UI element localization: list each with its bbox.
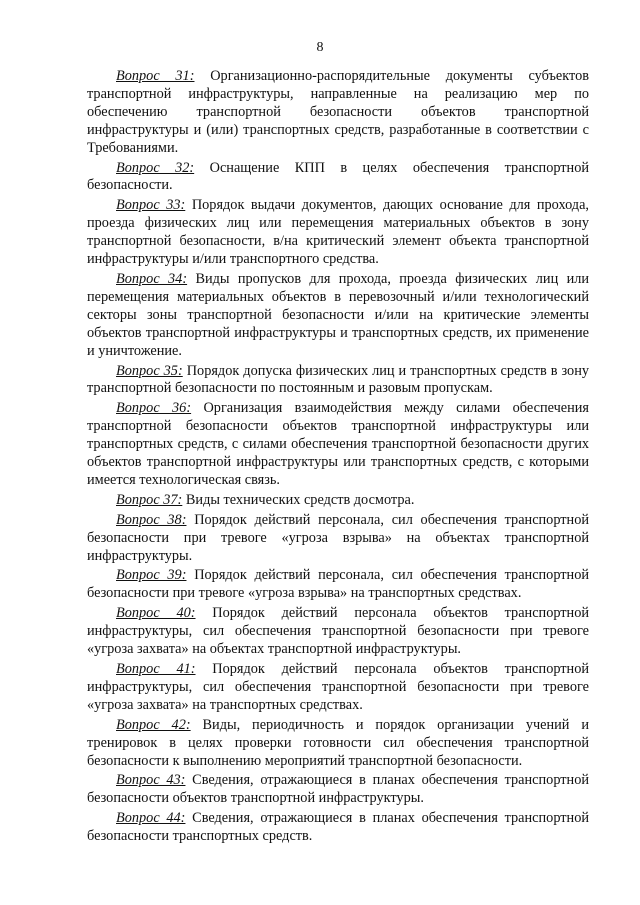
question-label: Вопрос 31: bbox=[116, 68, 195, 84]
question-text: Сведения, отражающиеся в планах обеспечения транспортной безопасности объектов транспортной инфраструктуры. bbox=[87, 772, 589, 807]
question-34 bbox=[87, 271, 589, 361]
question-list bbox=[87, 68, 589, 848]
question-text: Порядок действий персонала, сил обеспечения транспортной безопасности при тревоге «угроза взрыва» на транспортных средствах. bbox=[87, 567, 589, 602]
question-label: Вопрос 38: bbox=[116, 511, 187, 528]
question-label: Вопрос 44: bbox=[116, 810, 186, 827]
question-36 bbox=[87, 400, 589, 490]
question-37 bbox=[87, 492, 589, 510]
question-43 bbox=[87, 772, 589, 808]
question-label: Вопрос 41: bbox=[116, 661, 196, 677]
question-text: Оснащение КПП в целях обеспечения транспортной безопасности. bbox=[87, 159, 589, 194]
question-38 bbox=[87, 512, 589, 566]
question-32 bbox=[87, 160, 589, 196]
question-44 bbox=[87, 810, 589, 846]
question-text: Порядок действий персонала объектов транспортной инфраструктуры, сил обеспечения транспортной безопасности при тревоге «угроза захвата» на объектах транспортной инфраструктуры. bbox=[87, 605, 590, 658]
question-text: Виды пропусков для прохода, проезда физических лиц или перемещения материальных объектов в перевозочный и/или технологический секторы зоны транспортной безопасности и/или на критические элементы объектов транспортной инфраструктуры и транспортных средств, их применение и уничтожение. bbox=[87, 270, 590, 359]
question-label: Вопрос 32: bbox=[116, 159, 195, 176]
question-text: Организационно-распорядительные документы субъектов транспортной инфраструктуры, направленные на реализацию мер по обеспечению транспортной безопасности объектов транспортной инфраструктуры и (или) транспортных средств, разработанные в соответствии с Требованиями. bbox=[87, 68, 589, 156]
question-label: Вопрос 37: bbox=[116, 491, 183, 508]
question-42 bbox=[87, 717, 589, 771]
question-label: Вопрос 40: bbox=[116, 605, 196, 622]
question-label: Вопрос 42: bbox=[116, 716, 191, 733]
question-text: Виды технических средств досмотра. bbox=[185, 491, 415, 508]
question-label: Вопрос 36: bbox=[116, 400, 192, 417]
question-text: Порядок допуска физических лиц и транспортных средств в зону транспортной безопасности по постоянным и разовым пропускам. bbox=[87, 362, 590, 397]
question-text: Порядок действий персонала объектов транспортной инфраструктуры, сил обеспечения транспортной безопасности при тревоге «угроза захвата» на транспортных средствах. bbox=[87, 661, 590, 713]
question-label: Вопрос 34: bbox=[116, 270, 188, 287]
question-text: Организация взаимодействия между силами обеспечения транспортной безопасности объектов транспортной инфраструктуры или транспортных средств, с силами обеспечения транспортной безопасности других объектов транспортной инфраструктуры или транспортных средств, с которыми имеется технологическая связь. bbox=[87, 400, 589, 488]
question-text: Порядок действий персонала, сил обеспечения транспортной безопасности при тревоге «угроза взрыва» на объектах транспортной инфраструктуры. bbox=[87, 511, 589, 564]
question-label: Вопрос 35: bbox=[116, 362, 183, 379]
question-text: Порядок выдачи документов, дающих основание для прохода, проезда физических лиц или перемещения материальных объектов в зону транспортной безопасности, в/на критический элемент объекта транспортной инфраструктуры и/или транспортного средства. bbox=[87, 197, 590, 268]
question-35 bbox=[87, 363, 589, 399]
question-41 bbox=[87, 661, 589, 715]
question-label: Вопрос 33: bbox=[116, 197, 186, 214]
page-number: 8 bbox=[316, 40, 324, 55]
question-text: Виды, периодичность и порядок организации учений и тренировок в целях проверки готовности сил обеспечения транспортной безопасности к выполнению мероприятий транспортной безопасности. bbox=[87, 716, 589, 769]
question-39 bbox=[87, 567, 589, 603]
question-label: Вопрос 43: bbox=[116, 772, 186, 789]
question-31 bbox=[87, 68, 589, 158]
question-33 bbox=[87, 197, 589, 269]
question-text: Сведения, отражающиеся в планах обеспечения транспортной безопасности транспортных средств. bbox=[87, 810, 589, 845]
question-label: Вопрос 39: bbox=[116, 567, 187, 584]
question-40 bbox=[87, 605, 589, 659]
